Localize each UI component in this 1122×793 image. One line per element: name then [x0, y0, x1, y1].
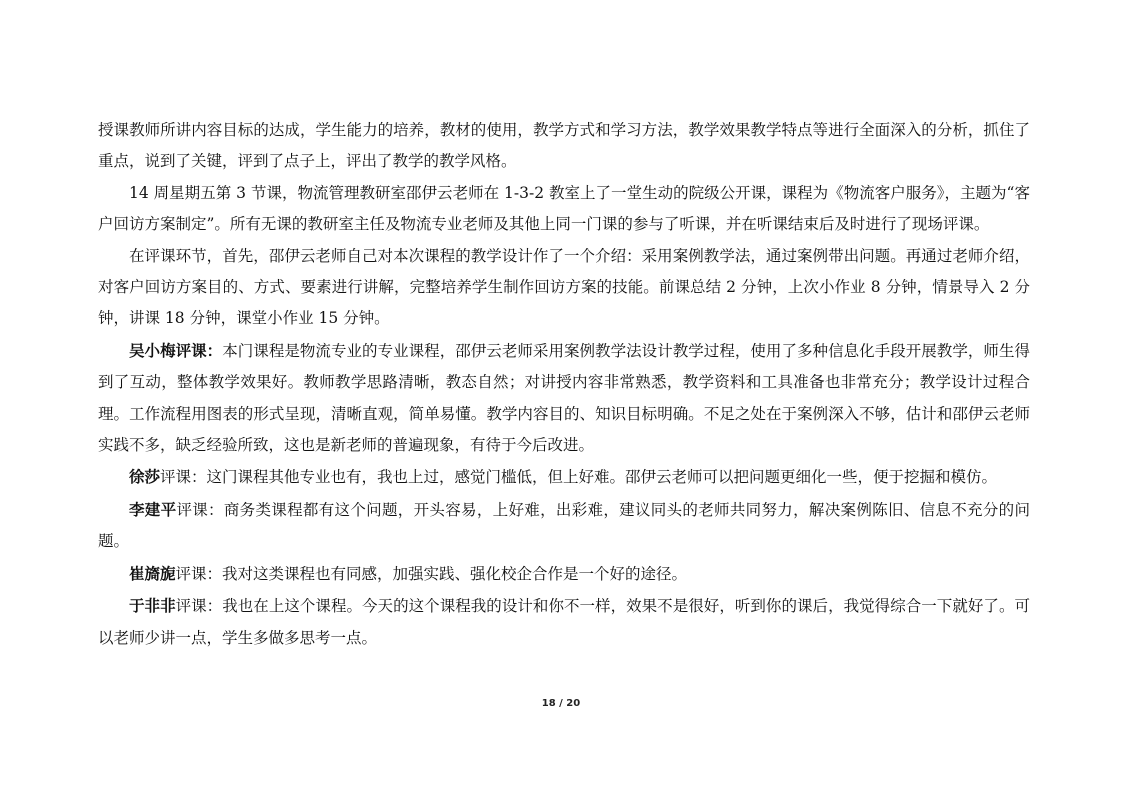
comment-text: 评课：这门课程其他专业也有，我也上过，感觉门槛低，但上好难。邵伊云老师可以把问题更细化一些，便于挖掘和模仿。 [160, 468, 998, 487]
commenter-name: 吴小梅评课： [129, 340, 223, 360]
commenter-name: 崔旖旎 [129, 563, 176, 583]
comment-xu-sha [98, 461, 1030, 493]
comment-li-jianping [98, 494, 1030, 558]
comment-text: 评课：我对这类课程也有同感，加强实践、强化校企合作是一个好的途径。 [175, 564, 688, 583]
page-number: 18 / 20 [541, 698, 581, 709]
document-body [98, 115, 1030, 654]
commenter-name: 李建平 [129, 499, 177, 519]
comment-yu-feifei [98, 590, 1030, 654]
comment-text: 评课：商务类课程都有这个问题，开头容易，上好难，出彩难，建议同头的老师共同努力，解决案例陈旧、信息不充分的问题。 [98, 500, 1030, 551]
paragraph-open-class-info: 14 周星期五第 3 节课，物流管理教研室邵伊云老师在 1-3-2 教室上了一堂生动的院级公开课，课程为《物流客户服务》，主题为“客户回访方案制定”。所有无课的教研室主任及物流专业老师及其他上同一门课的参与了听课，并在听课结束后及时进行了现场评课。 [98, 183, 1030, 234]
comment-wu-xiaomei [98, 335, 1030, 462]
paragraph-teaching-design: 在评课环节，首先，邵伊云老师自己对本次课程的教学设计作了一个介绍：采用案例教学法，通过案例带出问题。再通过老师介绍，对客户回访方案目的、方式、要素进行讲解，完整培养学生制作回访方案的技能。前课总结 2 分钟，上次小作业 8 分钟，情景导入 2 分钟，讲课 18 分钟，课堂小作业 15 分钟。 [98, 246, 1030, 328]
comment-text: 本门课程是物流专业的专业课程，邵伊云老师采用案例教学法设计教学过程，使用了多种信息化手段开展教学，师生得到了互动，整体教学效果好。教师教学思路清晰，教态自然；对讲授内容非常熟悉，教学资料和工具准备也非常充分；教学设计过程合理。工作流程用图表的形式呈现，清晰直观，简单易懂。教学内容目的、知识目标明确。不足之处在于案例深入不够，估计和邵伊云老师实践不多，缺乏经验所致，这也是新老师的普遍现象，有待于今后改进。 [98, 341, 1030, 455]
comment-cui-yini [98, 558, 1030, 590]
commenter-name: 于非非 [129, 596, 176, 616]
paragraph-evaluation-summary: 授课教师所讲内容目标的达成，学生能力的培养，教材的使用，教学方式和学习方法，教学效果教学特点等进行全面深入的分析，抓住了重点，说到了关键，评到了点子上，评出了教学的教学风格。 [98, 121, 1030, 171]
commenter-name: 徐莎 [129, 467, 161, 487]
comment-text: 评课：我也在上这个课程。今天的这个课程我的设计和你不一样，效果不是很好，听到你的课后，我觉得综合一下就好了。可以老师少讲一点，学生多做多思考一点。 [98, 597, 1030, 647]
